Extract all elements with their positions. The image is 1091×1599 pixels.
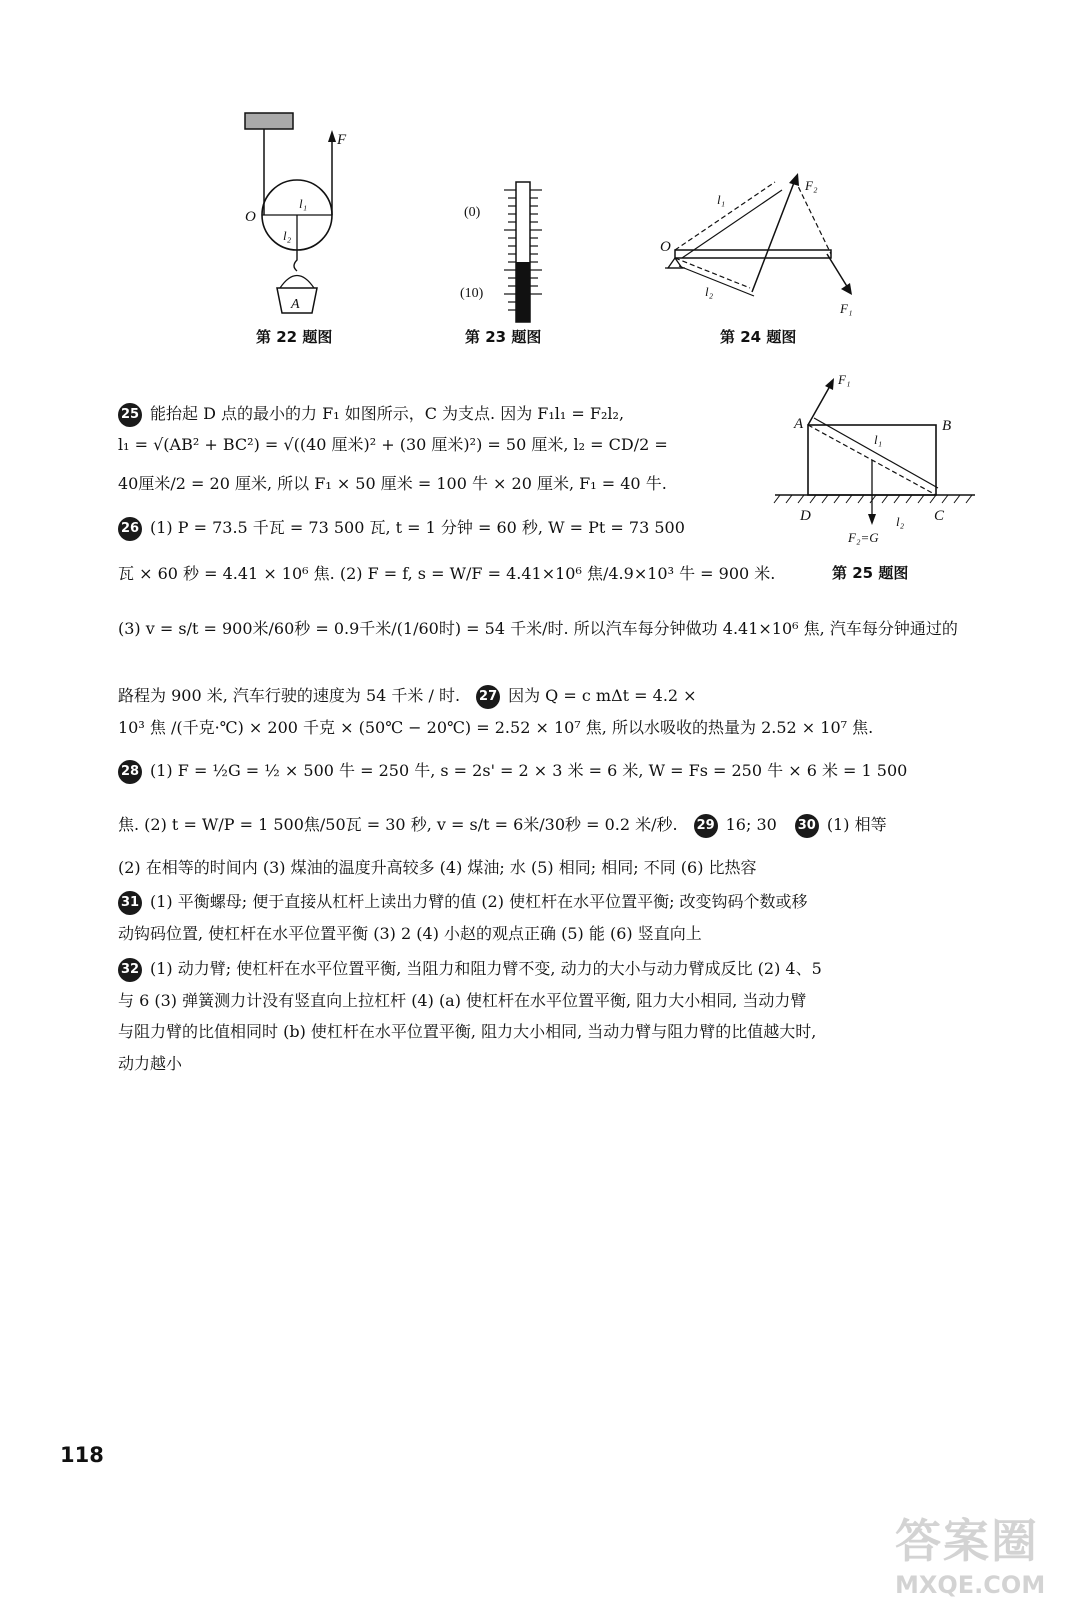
figure-24-drawing (655, 168, 865, 323)
figure-23-label-10: (10) (460, 286, 484, 301)
question-number-badge: 25 (118, 403, 142, 427)
question-number-badge: 26 (118, 517, 142, 541)
figure-25-label-a: A (794, 416, 804, 432)
answer-text: 16; 30 (725, 815, 777, 834)
answer-line (118, 759, 907, 784)
answer-line (118, 617, 958, 641)
figure-23-label-0: (0) (464, 205, 481, 220)
figure-25-label-l2: l₂ (896, 514, 905, 529)
answer-text: (1) 相等 (826, 815, 887, 834)
question-number-badge: 28 (118, 760, 142, 784)
question-number-badge: 31 (118, 891, 142, 915)
figure-22 (235, 108, 365, 323)
answer-line (118, 472, 667, 496)
figure-25-label-l1: l₁ (874, 432, 883, 447)
watermark-main: 答案圈 (895, 1514, 1039, 1568)
answer-line (118, 433, 668, 457)
figure-25-label-f1: F₁ (838, 372, 851, 387)
answer-text: 路程为 900 米, 汽车行驶的速度为 54 千米 / 时. (118, 686, 461, 705)
question-number-badge: 27 (476, 685, 500, 709)
answer-line (118, 562, 775, 586)
figure-23-drawing (460, 180, 560, 325)
answer-line (118, 716, 873, 740)
answer-text: 瓦 × 60 秒 = 4.41 × 10⁶ 焦. (2) F = f, s = W/F = 4.41×10⁶ 焦/4.9×10³ 牛 = 900 米. (118, 564, 776, 583)
figure-25-label-b: B (942, 418, 952, 434)
answer-text: 与阻力臂的比值相同时 (b) 使杠杆在水平位置平衡, 阻力大小相同, 当动力臂与阻力臂的比值越大时, (118, 1022, 817, 1041)
figure-22-label-l1: l₁ (299, 196, 308, 211)
watermark-sub: MXQE.COM (895, 1571, 1046, 1599)
answer-line (118, 922, 702, 946)
answer-line (118, 1052, 182, 1076)
answer-text: 与 6 (3) 弹簧测力计没有竖直向上拉杠杆 (4) (a) 使杠杆在水平位置平衡, 阻力大小相同, 当动力臂 (118, 991, 807, 1010)
figure-25-label-c: C (934, 508, 945, 524)
figure-23-caption: 第 23 题图 (465, 328, 542, 346)
figure-25-label-d: D (800, 508, 811, 524)
answer-text: 焦. (2) t = W/P = 1 500焦/50瓦 = 30 秒, v = s/t = 6米/30秒 = 0.2 米/秒. (118, 815, 678, 834)
answer-text: (1) F = ½G = ½ × 500 牛 = 250 牛, s = 2s' = 2 × 3 米 = 6 米, W = Fs = 250 牛 × 6 米 = 1 500 (150, 761, 908, 780)
question-number-badge: 29 (694, 814, 718, 838)
answer-line (118, 813, 887, 838)
figure-25-caption: 第 25 题图 (832, 564, 909, 582)
answer-line (118, 1020, 816, 1044)
figure-24-caption: 第 24 题图 (720, 328, 797, 346)
figure-24-label-l1: l₁ (717, 192, 726, 207)
answer-line (118, 516, 685, 541)
figure-24-label-l2: l₂ (705, 284, 714, 299)
answer-line (118, 402, 624, 427)
figure-22-caption: 第 22 题图 (256, 328, 333, 346)
answer-text: (1) P = 73.5 千瓦 = 73 500 瓦, t = 1 分钟 = 60 秒, W = Pt = 73 500 (150, 518, 685, 537)
figure-22-label-f: F (337, 132, 347, 148)
figure-24-label-f1: F₁ (840, 301, 853, 316)
answer-text: 动钩码位置, 使杠杆在水平位置平衡 (3) 2 (4) 小赵的观点正确 (5) 能 (6) 竖直向上 (118, 924, 702, 943)
answer-text: 因为 Q = c mΔt = 4.2 × (508, 686, 697, 705)
figure-24-label-o: O (660, 239, 671, 255)
answer-text: 动力越小 (118, 1054, 183, 1073)
answer-text: (2) 在相等的时间内 (3) 煤油的温度升高较多 (4) 煤油; 水 (5) 相同; 相同; 不同 (6) 比热容 (118, 858, 757, 877)
question-number-badge: 32 (118, 958, 142, 982)
figure-22-drawing (235, 108, 365, 323)
figure-24 (655, 168, 865, 323)
figure-22-label-o: O (245, 209, 256, 225)
watermark (895, 1505, 1085, 1599)
answer-text: 能抬起 D 点的最小的力 F₁ 如图所示，C 为支点. 因为 F₁l₁ = F₂l₂, (150, 404, 625, 423)
answer-line (118, 856, 757, 880)
answer-text: (3) v = s/t = 900米/60秒 = 0.9千米/(1/60时) = 54 千米/时. 所以汽车每分钟做功 4.41×10⁶ 焦, 汽车每分钟通过的 (118, 619, 958, 638)
question-number-badge: 30 (795, 814, 819, 838)
answer-text: 40厘米/2 = 20 厘米, 所以 F₁ × 50 厘米 = 100 牛 × 20 厘米, F₁ = 40 牛. (118, 474, 667, 493)
answer-text: l₁ = √(AB² + BC²) = √((40 厘米)² + (30 厘米)²) = 50 厘米, l₂ = CD/2 = (118, 435, 668, 454)
page-number: 118 (60, 1443, 104, 1467)
answer-line (118, 989, 806, 1013)
answer-text: (1) 动力臂; 使杠杆在水平位置平衡, 当阻力和阻力臂不变, 动力的大小与动力臂成反比 (2) 4、5 (150, 959, 822, 978)
answer-line (118, 890, 808, 915)
figure-22-label-a: A (291, 297, 300, 312)
answer-text: (1) 平衡螺母; 便于直接从杠杆上读出力臂的值 (2) 使杠杆在水平位置平衡; 改变钩码个数或移 (150, 892, 808, 911)
figure-23 (460, 180, 560, 325)
figure-25 (770, 368, 980, 553)
answer-line (118, 957, 822, 982)
answer-text: 10³ 焦 /(千克·℃) × 200 千克 × (50℃ − 20℃) = 2.52 × 10⁷ 焦, 所以水吸收的热量为 2.52 × 10⁷ 焦. (118, 718, 874, 737)
figure-24-label-f2: F₂ (805, 178, 818, 193)
figure-25-drawing (770, 368, 980, 553)
figure-22-label-l2: l₂ (283, 228, 292, 243)
answer-line (118, 684, 697, 709)
figure-25-label-f2g: F₂=G (848, 530, 879, 545)
